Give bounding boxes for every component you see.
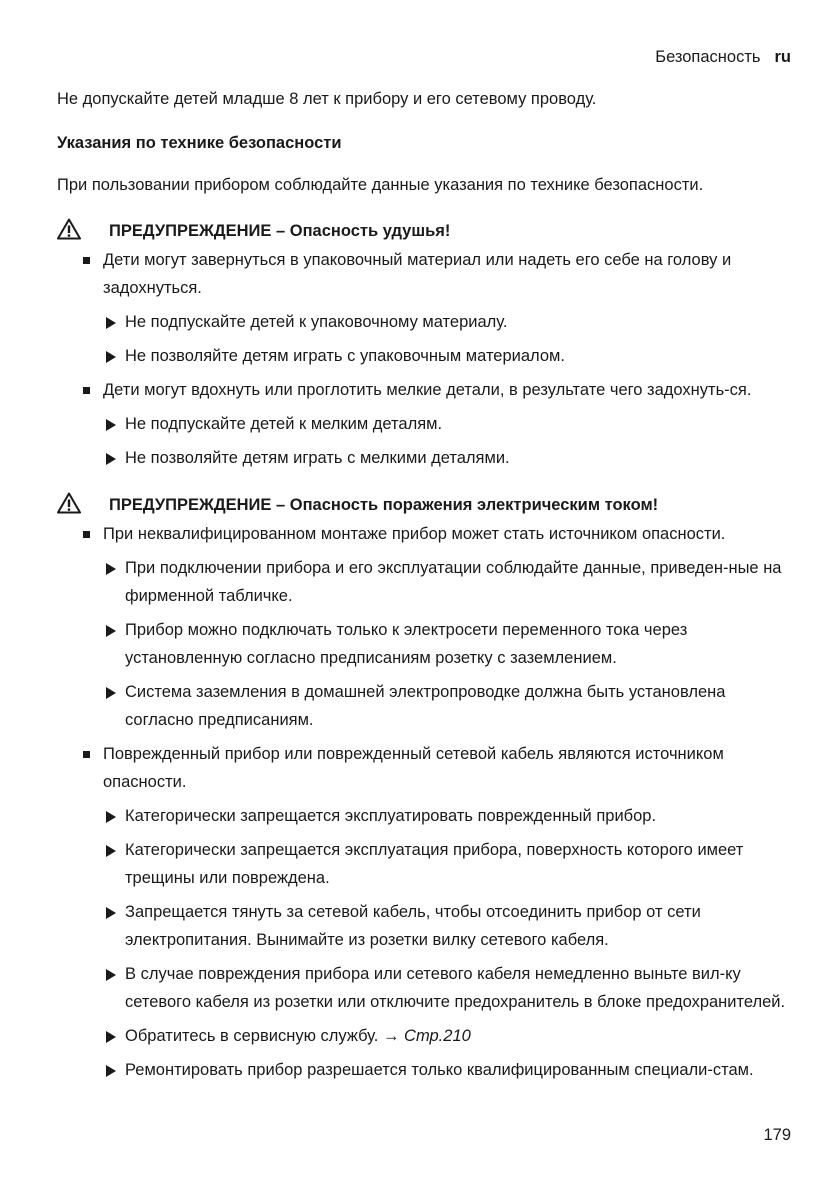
- action-arrow-icon: [106, 969, 116, 981]
- hazard-item: [57, 246, 792, 302]
- action-text: В случае повреждения прибора или сетевого кабеля немедленно выньте вил-ку сетевого кабеля из розетки или отключите предохранитель в блоке предохранителей.: [125, 965, 786, 1011]
- hazard-item: [57, 740, 792, 796]
- page-reference-link[interactable]: Стр.210: [404, 1027, 471, 1045]
- action-item: [57, 444, 792, 472]
- action-arrow-icon: [106, 419, 116, 431]
- square-bullet-icon: [83, 531, 90, 538]
- warning-exclamation: !: [652, 496, 659, 514]
- warning-block-suffocation: [57, 220, 792, 472]
- action-arrow-icon: [106, 1065, 116, 1077]
- action-text: Система заземления в домашней электропроводке должна быть установлена согласно предписаниям.: [125, 683, 726, 729]
- action-arrow-icon: [106, 563, 116, 575]
- action-text: Обратитесь в сервисную службу.: [125, 1027, 379, 1045]
- hazard-item: [57, 376, 792, 404]
- action-item: [57, 616, 792, 672]
- action-item: [57, 410, 792, 438]
- action-item-service: [57, 1022, 792, 1050]
- running-header: [655, 47, 791, 67]
- action-arrow-icon: [106, 351, 116, 363]
- action-item: [57, 1056, 792, 1084]
- page-content: [57, 88, 792, 1084]
- warning-block-electric-shock: [57, 494, 792, 1084]
- safety-heading: Указания по технике безопасности: [57, 134, 342, 152]
- safety-instruction: При пользовании прибором соблюдайте данные указания по технике безопасности.: [57, 176, 704, 194]
- warning-triangle-icon: [57, 218, 81, 240]
- action-arrow-icon: [106, 1031, 116, 1043]
- action-text: Не позволяйте детям играть с упаковочным материалом.: [125, 347, 565, 365]
- square-bullet-icon: [83, 751, 90, 758]
- action-item: [57, 342, 792, 370]
- square-bullet-icon: [83, 257, 90, 264]
- action-item: [57, 308, 792, 336]
- warning-title: ПРЕДУПРЕЖДЕНИЕ – Опасность удушья: [109, 222, 445, 240]
- action-item: [57, 802, 792, 830]
- page-number: 179: [763, 1126, 791, 1144]
- action-text: Прибор можно подключать только к электросети переменного тока через установленную согласно предписаниям розетку с заземлением.: [125, 621, 688, 667]
- hazard-text: Поврежденный прибор или поврежденный сетевой кабель являются источником опасности.: [103, 745, 724, 791]
- action-text: Категорически запрещается эксплуатация прибора, поверхность которого имеет трещины или повреждена.: [125, 841, 744, 887]
- hazard-text: Дети могут завернуться в упаковочный материал или надеть его себе на голову и задохнуться.: [103, 251, 732, 297]
- action-item: [57, 554, 792, 610]
- action-text: При подключении прибора и его эксплуатации соблюдайте данные, приведен-ные на фирменной табличке.: [125, 559, 782, 605]
- right-arrow-icon: →: [382, 1027, 400, 1045]
- warning-exclamation: !: [444, 222, 451, 240]
- warning-triangle-icon: [57, 492, 81, 514]
- action-arrow-icon: [106, 687, 116, 699]
- section-title: Безопасность: [655, 48, 761, 66]
- warning-heading: [57, 220, 792, 242]
- action-arrow-icon: [106, 907, 116, 919]
- action-text: Не подпускайте детей к упаковочному материалу.: [125, 313, 508, 331]
- warning-title: ПРЕДУПРЕЖДЕНИЕ – Опасность поражения электрическим током: [109, 496, 653, 514]
- action-item: [57, 898, 792, 954]
- action-text: Запрещается тянуть за сетевой кабель, чтобы отсоединить прибор от сети электропитания. Вынимайте из розетки вилку сетевого кабеля.: [125, 903, 701, 949]
- action-arrow-icon: [106, 845, 116, 857]
- hazard-item: [57, 520, 792, 548]
- action-arrow-icon: [106, 811, 116, 823]
- action-text: Категорически запрещается эксплуатировать поврежденный прибор.: [125, 807, 657, 825]
- action-text: Не подпускайте детей к мелким деталям.: [125, 415, 443, 433]
- action-item: [57, 836, 792, 892]
- warning-heading: [57, 494, 792, 516]
- hazard-text: При неквалифицированном монтаже прибор может стать источником опасности.: [103, 525, 726, 543]
- language-code: ru: [774, 48, 791, 66]
- action-arrow-icon: [106, 453, 116, 465]
- action-arrow-icon: [106, 317, 116, 329]
- action-item: [57, 678, 792, 734]
- square-bullet-icon: [83, 387, 90, 394]
- action-arrow-icon: [106, 625, 116, 637]
- intro-paragraph: Не допускайте детей младше 8 лет к прибору и его сетевому проводу.: [57, 90, 597, 108]
- action-text: Не позволяйте детям играть с мелкими деталями.: [125, 449, 510, 467]
- action-item: [57, 960, 792, 1016]
- hazard-text: Дети могут вдохнуть или проглотить мелкие детали, в результате чего задохнуть-ся.: [103, 381, 752, 399]
- action-text: Ремонтировать прибор разрешается только квалифицированным специали-стам.: [125, 1061, 754, 1079]
